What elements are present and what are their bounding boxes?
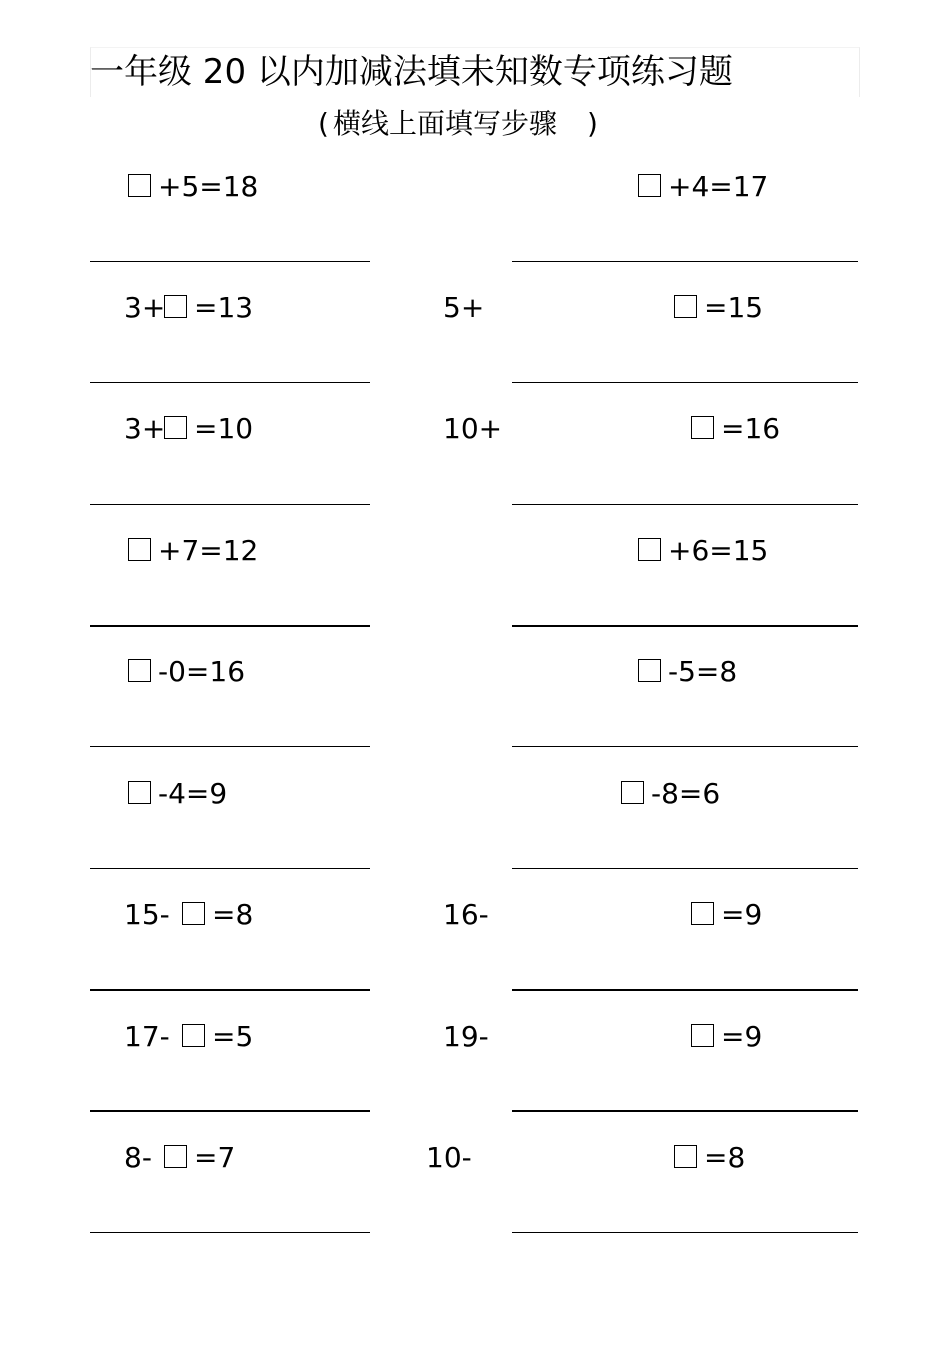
equation-right-post: =8 bbox=[704, 1141, 746, 1174]
equation-right-post: =15 bbox=[704, 291, 764, 324]
answer-line bbox=[90, 989, 370, 991]
equation-left-pre: 17- bbox=[124, 1020, 170, 1053]
answer-line bbox=[90, 868, 370, 869]
equation-right-pre: 5+ bbox=[443, 291, 485, 324]
equation-right-pre: 10+ bbox=[443, 412, 503, 445]
equation-left-post: +5=18 bbox=[158, 170, 259, 203]
equation-right-post: +6=15 bbox=[668, 534, 769, 567]
answer-box[interactable] bbox=[621, 781, 644, 804]
answer-box[interactable] bbox=[638, 538, 661, 561]
answer-box[interactable] bbox=[691, 902, 714, 925]
answer-box[interactable] bbox=[182, 1024, 205, 1047]
equation-right-pre: 19- bbox=[443, 1020, 489, 1053]
answer-box[interactable] bbox=[128, 781, 151, 804]
subtitle-open-paren: ( bbox=[318, 107, 329, 140]
answer-line bbox=[512, 625, 858, 627]
answer-line bbox=[90, 1232, 370, 1233]
answer-line bbox=[90, 625, 370, 627]
answer-line bbox=[512, 504, 858, 505]
equation-right-pre: 16- bbox=[443, 898, 489, 931]
page-subtitle bbox=[318, 104, 598, 144]
answer-box[interactable] bbox=[674, 1145, 697, 1168]
equation-left-post: =7 bbox=[194, 1141, 236, 1174]
equation-left-post: -0=16 bbox=[158, 655, 246, 688]
equation-left-post: =5 bbox=[212, 1020, 254, 1053]
equation-left-post: =10 bbox=[194, 412, 254, 445]
answer-line bbox=[90, 746, 370, 747]
equation-left-post: -4=9 bbox=[158, 777, 228, 810]
answer-box[interactable] bbox=[128, 659, 151, 682]
answer-box[interactable] bbox=[691, 416, 714, 439]
equation-left-post: +7=12 bbox=[158, 534, 259, 567]
answer-line bbox=[512, 989, 858, 991]
equation-left-pre: 8- bbox=[124, 1141, 152, 1174]
answer-line bbox=[512, 746, 858, 747]
equation-left-pre: 3+ bbox=[124, 291, 166, 324]
equation-right-post: =9 bbox=[721, 1020, 763, 1053]
equation-left-post: =13 bbox=[194, 291, 254, 324]
answer-box[interactable] bbox=[164, 1145, 187, 1168]
subtitle-text: 横线上面填写步骤 bbox=[332, 107, 557, 140]
equation-right-pre: 10- bbox=[426, 1141, 472, 1174]
equation-right-post: -5=8 bbox=[668, 655, 738, 688]
answer-box[interactable] bbox=[164, 295, 187, 318]
answer-box[interactable] bbox=[638, 659, 661, 682]
answer-box[interactable] bbox=[182, 902, 205, 925]
answer-box[interactable] bbox=[164, 416, 187, 439]
equation-left-post: =8 bbox=[212, 898, 254, 931]
subtitle-close-paren: ) bbox=[586, 107, 598, 140]
answer-box[interactable] bbox=[128, 538, 151, 561]
answer-box[interactable] bbox=[674, 295, 697, 318]
page-title: 一年级 20 以内加减法填未知数专项练习题 bbox=[90, 52, 733, 92]
answer-line bbox=[90, 504, 370, 505]
equation-right-post: =16 bbox=[721, 412, 781, 445]
answer-line bbox=[512, 261, 858, 262]
equation-left-pre: 3+ bbox=[124, 412, 166, 445]
answer-line bbox=[90, 1110, 370, 1112]
answer-line bbox=[90, 382, 370, 383]
answer-line bbox=[90, 261, 370, 262]
answer-line bbox=[512, 1110, 858, 1112]
equation-left-pre: 15- bbox=[124, 898, 170, 931]
answer-box[interactable] bbox=[638, 174, 661, 197]
equation-right-post: -8=6 bbox=[651, 777, 721, 810]
answer-line bbox=[512, 1232, 858, 1233]
equation-right-post: =9 bbox=[721, 898, 763, 931]
equation-right-post: +4=17 bbox=[668, 170, 769, 203]
answer-box[interactable] bbox=[691, 1024, 714, 1047]
answer-box[interactable] bbox=[128, 174, 151, 197]
answer-line bbox=[512, 382, 858, 383]
answer-line bbox=[512, 868, 858, 869]
